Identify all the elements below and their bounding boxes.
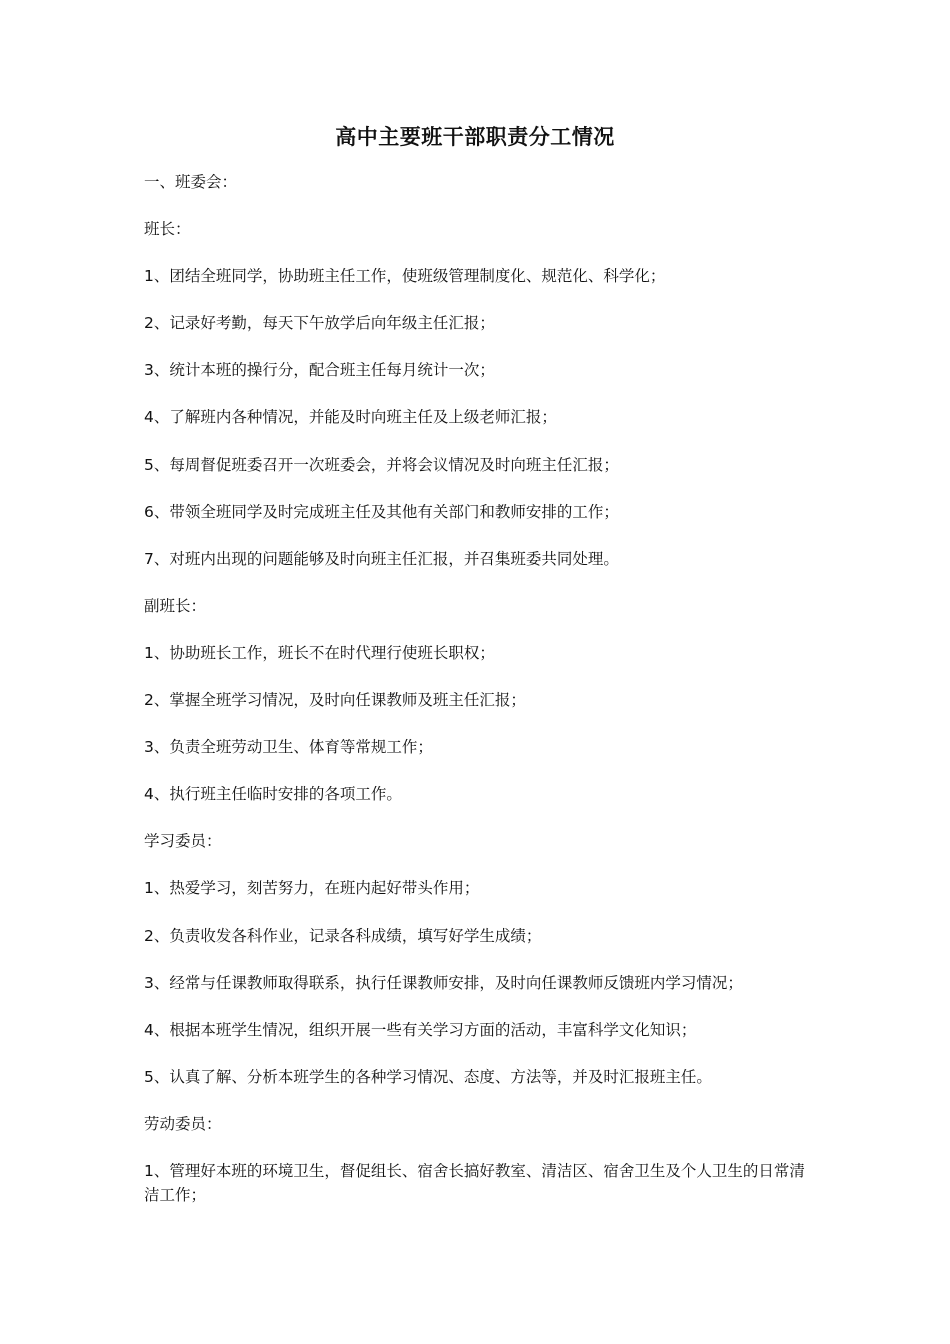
duty-item: 1、团结全班同学，协助班主任工作，使班级管理制度化、规范化、科学化； bbox=[144, 267, 666, 286]
duty-item: 7、对班内出现的问题能够及时向班主任汇报，并召集班委共同处理。 bbox=[144, 549, 619, 568]
duty-item: 3、统计本班的操行分，配合班主任每月统计一次； bbox=[144, 361, 495, 380]
duty-item: 3、负责全班劳动卫生、体育等常规工作； bbox=[144, 738, 433, 757]
duty-item: 4、了解班内各种情况，并能及时向班主任及上级老师汇报； bbox=[144, 408, 557, 427]
duty-item: 2、记录好考勤，每天下午放学后向年级主任汇报； bbox=[144, 314, 495, 333]
duty-item: 4、执行班主任临时安排的各项工作。 bbox=[144, 785, 402, 804]
duty-item: 2、掌握全班学习情况，及时向任课教师及班主任汇报； bbox=[144, 691, 526, 710]
document-title: 高中主要班干部职责分工情况 bbox=[335, 125, 615, 149]
duty-item: 5、每周督促班委召开一次班委会，并将会议情况及时向班主任汇报； bbox=[144, 455, 619, 474]
role-heading-study-committee: 学习委员： bbox=[144, 832, 222, 851]
duty-item: 1、管理好本班的环境卫生，督促组长、宿舍长搞好教室、清洁区、宿舍卫生及个人卫生的日常清洁工作； bbox=[144, 1161, 805, 1204]
document-body bbox=[144, 170, 814, 1230]
duty-item: 6、带领全班同学及时完成班主任及其他有关部门和教师安排的工作； bbox=[144, 502, 619, 521]
role-heading-labor-committee: 劳动委员： bbox=[144, 1114, 222, 1133]
section-heading: 一、班委会： bbox=[144, 173, 238, 191]
duty-item: 4、根据本班学生情况，组织开展一些有关学习方面的活动，丰富科学文化知识； bbox=[144, 1020, 697, 1039]
role-heading-vice-monitor: 副班长： bbox=[144, 596, 207, 615]
role-heading-monitor: 班长： bbox=[144, 220, 191, 239]
duty-item: 1、热爱学习，刻苦努力，在班内起好带头作用； bbox=[144, 879, 480, 898]
duty-item: 2、负责收发各科作业，记录各科成绩，填写好学生成绩； bbox=[144, 926, 542, 945]
duty-item: 5、认真了解、分析本班学生的各种学习情况、态度、方法等，并及时汇报班主任。 bbox=[144, 1067, 712, 1086]
duty-item: 1、协助班长工作，班长不在时代理行使班长职权； bbox=[144, 643, 495, 662]
duty-item: 3、经常与任课教师取得联系，执行任课教师安排，及时向任课教师反馈班内学习情况； bbox=[144, 973, 743, 992]
